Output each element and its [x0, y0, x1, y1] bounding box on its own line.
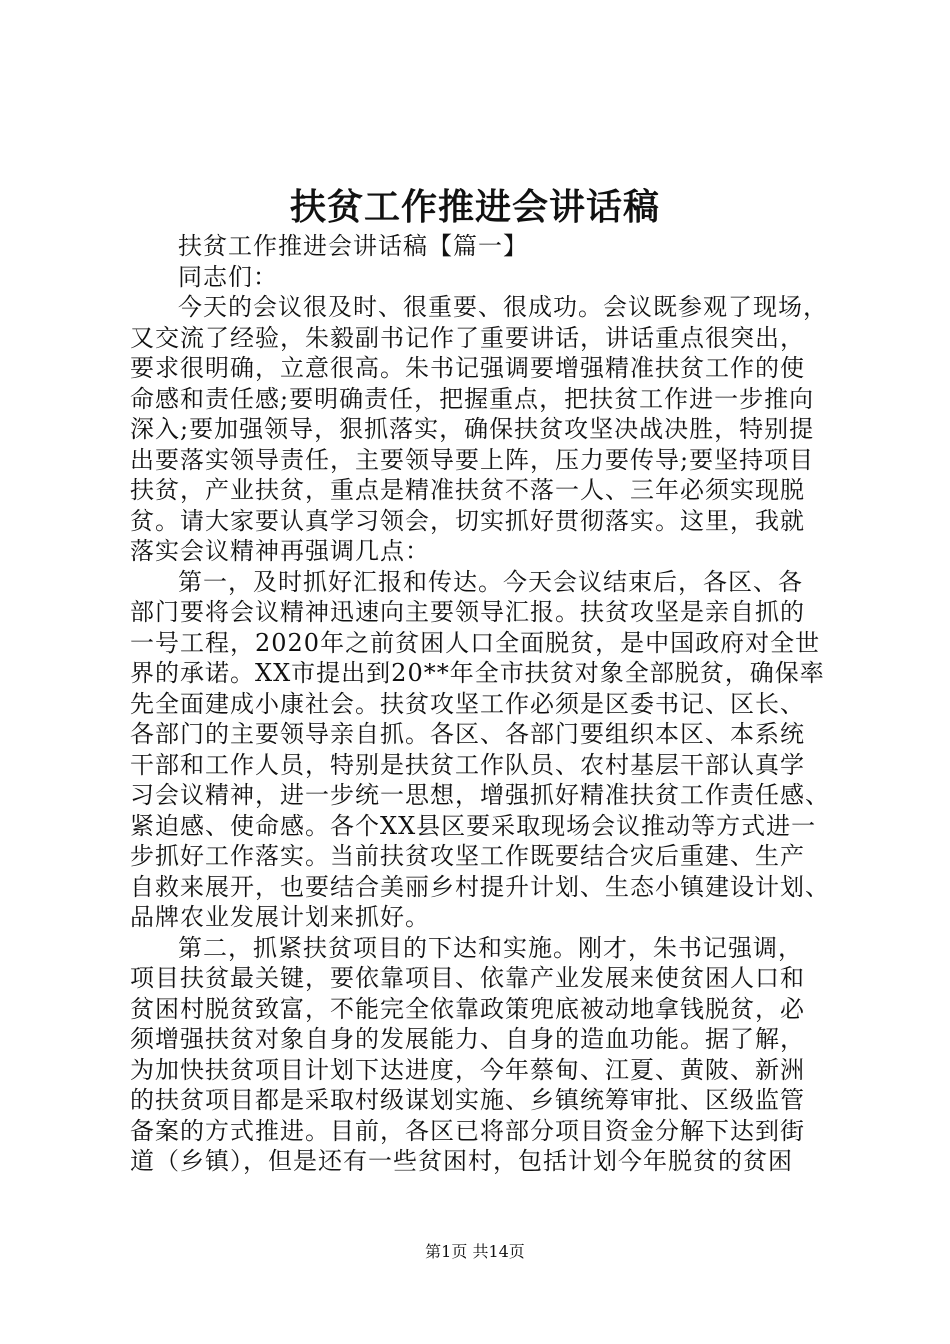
text-line: 项目扶贫最关键，要依靠项目、依靠产业发展来使贫困人口和 — [130, 964, 805, 992]
text-line: 品牌农业发展计划来抓好。 — [130, 903, 430, 931]
text-line: 为加快扶贫项目计划下达进度，今年蔡甸、江夏、黄陂、新洲 — [130, 1055, 805, 1084]
text-line: 贫困村脱贫致富，不能完全依靠政策兜底被动地拿钱脱贫，必 — [130, 994, 805, 1023]
text-line: 要求很明确，立意很高。朱书记强调要增强精准扶贫工作的使 — [130, 354, 805, 382]
text-line: 又交流了经验，朱毅副书记作了重要讲话，讲话重点很突出， — [130, 323, 805, 352]
text-line: 出要落实领导责任，主要领导要上阵，压力要传导;要坚持项目 — [130, 445, 815, 474]
text-line: 道（乡镇），但是还有一些贫困村，包括计划今年脱贫的贫困 — [130, 1147, 793, 1175]
salutation: 同志们： — [178, 262, 278, 291]
text-line: 第一，及时抓好汇报和传达。今天会议结束后，各区、各 — [178, 567, 803, 596]
text-line: 扶贫，产业扶贫，重点是精准扶贫不落一人、三年必须实现脱 — [130, 476, 805, 504]
text-line: 紧迫感、使命感。各个XX县区要采取现场会议推动等方式进一 — [130, 811, 817, 840]
page-footer: 第1页 共14页 — [425, 1242, 525, 1261]
text-line: 干部和工作人员，特别是扶贫工作队员、农村基层干部认真学 — [130, 750, 805, 779]
text-line: 界的承诺。XX市提出到20**年全市扶贫对象全部脱贫，确保率 — [130, 659, 825, 687]
text-line: 先全面建成小康社会。扶贫攻坚工作必须是区委书记、区长、 — [130, 689, 805, 718]
text-line: 今天的会议很及时、很重要、很成功。会议既参观了现场， — [178, 293, 828, 321]
text-line: 深入;要加强领导，狠抓落实，确保扶贫攻坚决战决胜，特别提 — [130, 415, 815, 443]
text-line: 步抓好工作落实。当前扶贫攻坚工作既要结合灾后重建、生产 — [130, 842, 805, 870]
text-line: 命感和责任感;要明确责任，把握重点，把扶贫工作进一步推向 — [130, 384, 815, 413]
text-line: 贫。请大家要认真学习领会，切实抓好贯彻落实。这里，我就 — [130, 506, 805, 535]
text-line: 落实会议精神再强调几点： — [130, 537, 430, 565]
text-line: 第二，抓紧扶贫项目的下达和实施。刚才，朱书记强调， — [178, 933, 803, 962]
document-title: 扶贫工作推进会讲话稿 — [289, 186, 660, 228]
text-line: 备案的方式推进。目前，各区已将部分项目资金分解下达到街 — [130, 1116, 805, 1145]
text-line: 一号工程，2020年之前贫困人口全面脱贫，是中国政府对全世 — [130, 628, 821, 657]
section-heading: 扶贫工作推进会讲话稿【篇一】 — [178, 232, 528, 260]
text-line: 各部门的主要领导亲自抓。各区、各部门要组织本区、本系统 — [130, 720, 805, 748]
text-line: 须增强扶贫对象自身的发展能力、自身的造血功能。据了解， — [130, 1025, 805, 1053]
text-line: 习会议精神，进一步统一思想，增强抓好精准扶贫工作责任感、 — [130, 781, 830, 809]
text-line: 自救来展开，也要结合美丽乡村提升计划、生态小镇建设计划、 — [130, 872, 830, 901]
text-line: 部门要将会议精神迅速向主要领导汇报。扶贫攻坚是亲自抓的 — [130, 598, 805, 626]
text-line: 的扶贫项目都是采取村级谋划实施、乡镇统筹审批、区级监管 — [130, 1086, 805, 1114]
document-body — [130, 231, 830, 1177]
